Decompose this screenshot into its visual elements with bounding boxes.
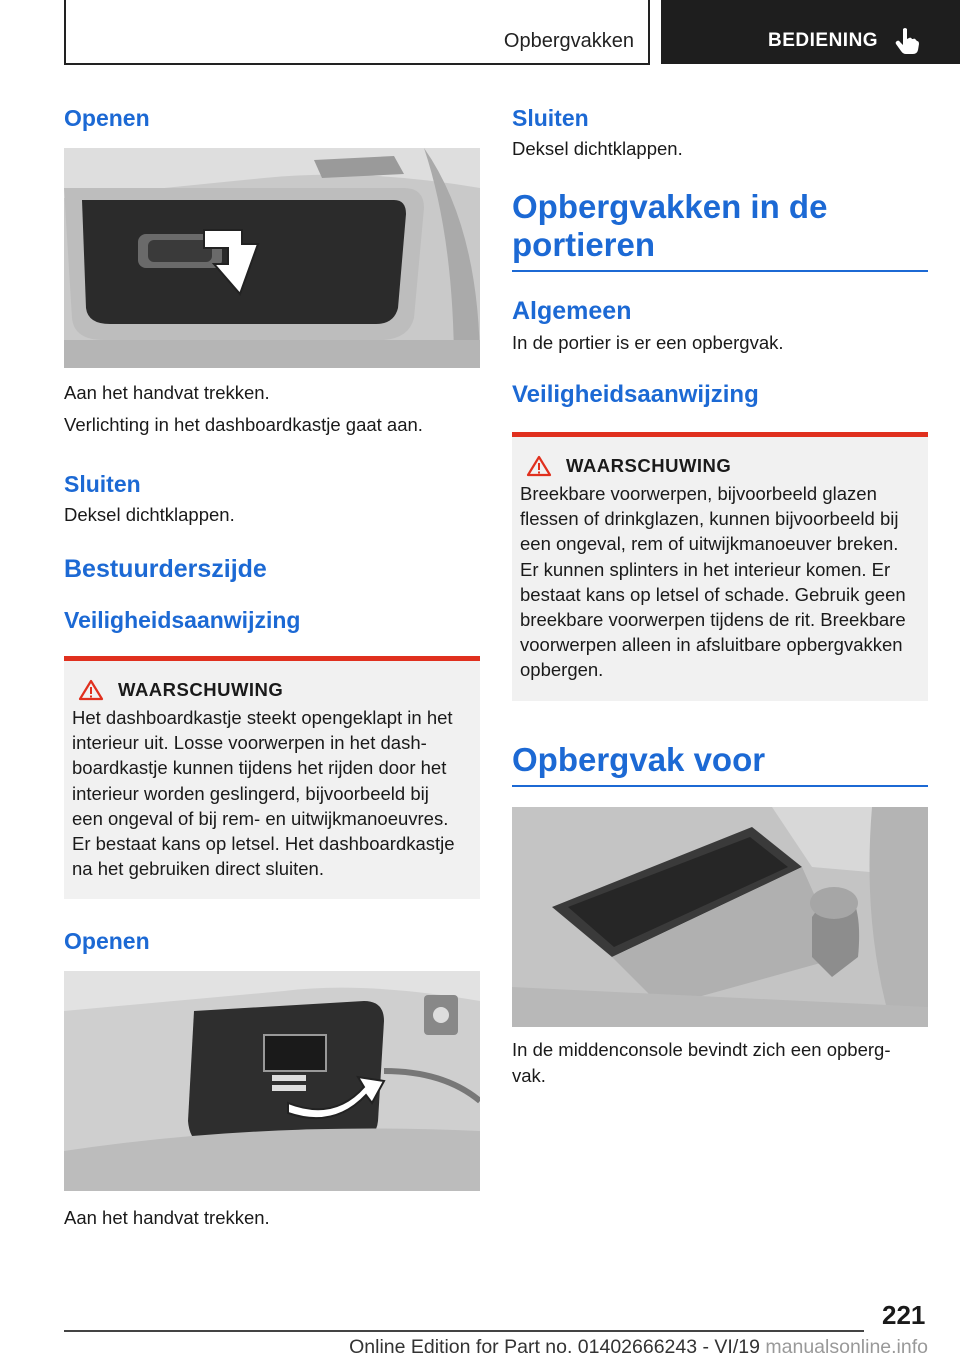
heading-bestuurderszijde: Bestuurderszijde [64,555,267,583]
warning-title-text-2: WAARSCHUWING [566,455,732,476]
text-verlichting: Verlichting in het dashboardkastje gaat aan. [64,414,423,435]
glovebox-illustration [64,148,480,368]
heading-opbergvak-voor: Opbergvak voor [512,740,766,778]
heading-veiligheid-1: Veiligheidsaanwijzing [64,607,301,633]
header-rule-bottom [64,63,650,65]
text-portier: In de portier is er een opbergvak. [512,332,784,353]
center-console-illustration [512,807,928,1027]
warning-text-2 [520,481,920,683]
warning-line: Er bestaat kans op letsel. Het dashboardkastje [72,833,455,855]
figure-center-console [512,807,928,1027]
hand-pointer-icon [894,27,920,55]
warning-line: interieur worden geslingerd, bijvoorbeeld bij [72,782,429,804]
warning-line: een ongeval of bij rem- en uitwijkmanoeuvres. [72,807,449,829]
left-column [64,100,480,1231]
warning-line: Er kunnen splinters in het interieur komen. Er [520,558,891,580]
warning-title-text-1: WAARSCHUWING [118,679,284,700]
heading-portieren-line2: portieren [512,226,656,263]
figure-driver-compartment [64,971,480,1191]
text-deksel-2: Deksel dichtklappen. [512,138,683,159]
warning-title-1 [72,679,472,701]
footer-edition-text: Online Edition for Part no. 01402666243 - VI/19 [349,1336,760,1358]
warning-triangle-icon [526,455,552,477]
page-number: 221 [882,1300,926,1330]
warning-line: Het dashboardkastje steekt opengeklapt in het [72,707,453,728]
figure-glovebox-open [64,148,480,368]
header-section-title: Opbergvakken [503,30,634,52]
warning-line: breekbare voorwerpen tijdens de rit. Breekbare [520,609,906,631]
footer-watermark[interactable]: manualsonline.info [765,1336,928,1358]
header-chapter-label: BEDIENING [768,30,879,51]
warning-box-2 [512,432,928,701]
warning-line: opbergen. [520,659,604,681]
text-deksel-1: Deksel dichtklappen. [64,504,235,525]
warning-line: bestaat kans op letsel of schade. Gebruik geen [520,583,906,605]
text-line: In de middenconsole bevindt zich een opberg- [512,1038,891,1060]
heading-voor-wrap [512,741,928,787]
warning-line: na het gebruiken direct sluiten. [72,858,324,880]
header-rule-left [64,0,66,64]
heading-sluiten-2: Sluiten [512,105,589,131]
warning-line: een ongeval, rem of uitwijkmanoeuver breken. [520,533,899,555]
heading-openen-2: Openen [64,928,150,955]
header-rule-divider [648,0,650,64]
warning-box-1 [64,656,480,899]
footer-edition [64,1336,928,1359]
footer-rule [64,1330,864,1332]
heading-sluiten-1: Sluiten [64,471,141,497]
warning-title-2 [520,455,920,477]
heading-algemeen: Algemeen [512,297,632,325]
text-line: vak. [512,1064,546,1086]
heading-portieren-line1: Opbergvakken in de [512,188,828,225]
warning-triangle-icon [78,679,104,701]
text-middenconsole [512,1037,928,1089]
warning-text-1 [72,705,472,881]
warning-line: flessen of drinkglazen, kunnen bijvoorbeeld bij [520,508,899,530]
warning-line: boardkastje kunnen tijdens het rijden door het [72,757,447,779]
text-handvat-1: Aan het handvat trekken. [64,382,270,403]
heading-portieren-wrap [512,188,928,272]
heading-openen-1: Openen [64,105,150,131]
driver-compartment-illustration [64,971,480,1191]
warning-line: voorwerpen alleen in afsluitbare opbergvakken [520,634,903,656]
right-column [512,100,928,1089]
warning-line: Breekbare voorwerpen, bijvoorbeeld glazen [520,483,877,504]
warning-line: interieur uit. Losse voorwerpen in het dash- [72,732,427,754]
heading-veiligheid-2: Veiligheidsaanwijzing [512,381,759,408]
text-handvat-2: Aan het handvat trekken. [64,1207,270,1229]
